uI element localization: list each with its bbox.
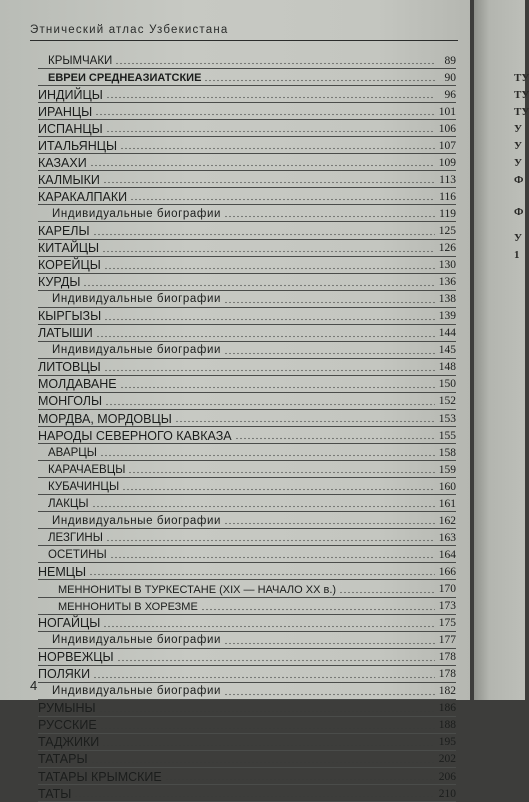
facing-page-fragment: У	[514, 140, 523, 152]
toc-entry-label: НОГАЙЦЫ	[38, 616, 101, 631]
toc-entry	[38, 291, 456, 308]
facing-page-fragment: ТУ	[514, 72, 529, 84]
dot-leader	[103, 181, 435, 184]
dot-leader	[106, 130, 435, 133]
facing-page-fragment: ТУ	[514, 106, 529, 118]
toc-entry	[38, 666, 456, 683]
toc-entry	[38, 546, 456, 563]
toc-entry-label: ИТАЛЬЯНЦЫ	[38, 138, 118, 153]
toc-entry-label: КУРДЫ	[38, 275, 81, 290]
dot-leader	[235, 437, 435, 440]
toc-entry-page: 178	[438, 651, 456, 664]
toc-entry-page: 145	[438, 344, 456, 357]
toc-entry-label: МОЛДАВАНЕ	[38, 377, 117, 392]
toc-entry	[38, 69, 456, 86]
running-header: Этнический атлас Узбекистана	[30, 24, 229, 36]
dot-leader	[106, 539, 435, 542]
dot-leader	[130, 198, 435, 201]
toc-entry-page: 113	[439, 173, 456, 186]
toc-entry-label: ЛЕЗГИНЫ	[48, 531, 103, 544]
toc-entry-page: 158	[438, 446, 456, 459]
toc-entry	[38, 580, 456, 597]
toc-entry-label: АВАРЦЫ	[48, 446, 97, 459]
dot-leader	[90, 164, 435, 167]
dot-leader	[102, 250, 435, 253]
toc-entry	[38, 598, 456, 615]
toc-entry-page: 173	[438, 600, 456, 613]
page-number: 4	[30, 678, 38, 693]
dot-leader	[224, 522, 435, 525]
dot-leader	[115, 62, 435, 65]
dot-leader	[105, 403, 435, 406]
toc-entry-page: 144	[438, 327, 456, 340]
toc-entry-page: 148	[438, 361, 456, 374]
toc-entry-label: НЕМЦЫ	[38, 564, 87, 579]
facing-page-fragment: Ф	[514, 206, 524, 218]
toc-entry-page: 106	[438, 122, 456, 135]
dot-leader	[92, 505, 435, 508]
toc-entry	[38, 632, 456, 649]
facing-page-fragment: У	[514, 157, 523, 169]
toc-entry-label: ИСПАНЦЫ	[38, 121, 103, 136]
toc-entry-page: 109	[438, 156, 456, 169]
toc-entry-label: ЛИТОВЦЫ	[38, 360, 101, 375]
toc-entry-label: КУБАЧИНЦЫ	[48, 480, 120, 493]
toc-entry-label: ПОЛЯКИ	[38, 667, 91, 682]
toc-entry	[38, 393, 456, 410]
toc-entry-page: 178	[438, 668, 456, 681]
toc-entry-label: МОРДВА, МОРДОВЦЫ	[38, 411, 172, 426]
dot-leader	[120, 147, 435, 150]
facing-page-fragment: 1	[514, 249, 520, 261]
toc-entry-page: 170	[438, 583, 456, 595]
toc-entry-label: Индивидуальные биографии	[52, 634, 222, 647]
facing-page-fragment: ТУ	[514, 89, 529, 101]
dot-leader	[103, 625, 435, 628]
toc-entry	[38, 376, 456, 393]
dot-leader	[96, 335, 435, 338]
dot-leader	[100, 727, 435, 730]
toc-entry-page: 164	[438, 548, 456, 561]
toc-entry	[38, 205, 456, 222]
toc-entry-label: МЕННОНИТЫ В ТУРКЕСТАНЕ (XIX — НАЧАЛО XX в.)	[58, 583, 337, 596]
toc-entry-label: КИТАЙЦЫ	[38, 241, 100, 256]
dot-leader	[339, 591, 435, 594]
toc-entry	[38, 410, 456, 427]
toc-entry-label: МОНГОЛЫ	[38, 394, 103, 409]
header-rule	[30, 40, 458, 41]
toc-entry	[38, 785, 456, 802]
dot-leader	[175, 420, 435, 423]
toc-entry-page: 89	[444, 54, 456, 67]
toc-entry-page: 136	[438, 276, 456, 289]
toc-entry	[38, 683, 456, 700]
toc-entry-label: Индивидуальные биографии	[52, 685, 222, 698]
dot-leader	[224, 642, 435, 645]
toc-entry-label: ИНДИЙЦЫ	[38, 87, 103, 102]
toc-entry-label: НОРВЕЖЦЫ	[38, 650, 114, 665]
toc-entry-label: ТАТАРЫ КРЫМСКИЕ	[38, 769, 162, 784]
toc-entry-page: 119	[439, 207, 456, 220]
toc-entry	[38, 222, 456, 239]
toc-entry-page: 90	[444, 71, 456, 84]
toc-entry-label: КАРАЧАЕВЦЫ	[48, 463, 126, 476]
toc-entry-page: 107	[438, 139, 456, 152]
toc-entry	[38, 615, 456, 632]
toc-entry-label: ОСЕТИНЫ	[48, 548, 107, 561]
toc-entry-page: 161	[438, 497, 456, 510]
toc-entry	[38, 649, 456, 666]
toc-entry-label: КАЗАХИ	[38, 155, 87, 170]
toc-entry-page: 152	[438, 395, 456, 408]
toc-entry	[38, 342, 456, 359]
facing-page-fragment: Ф	[514, 174, 524, 186]
dot-leader	[99, 710, 435, 713]
toc-entry	[38, 751, 456, 768]
toc-entry-page: 116	[439, 190, 456, 203]
toc-entry-page: 163	[438, 531, 456, 544]
dot-leader	[224, 693, 435, 696]
dot-leader	[224, 301, 435, 304]
dot-leader	[95, 113, 435, 116]
toc-entry-label: Индивидуальные биографии	[52, 293, 222, 306]
toc-entry-page: 182	[438, 685, 456, 698]
toc-entry	[38, 86, 456, 103]
toc-entry-page: 138	[438, 293, 456, 306]
dot-leader	[117, 659, 435, 662]
dot-leader	[104, 369, 435, 372]
dot-leader	[122, 488, 435, 491]
toc-entry-label: КАРАКАЛПАКИ	[38, 189, 128, 204]
toc-entry-page: 153	[438, 412, 456, 425]
toc-entry-label: ТАТЫ	[38, 786, 72, 801]
toc-entry-page: 139	[438, 310, 456, 323]
dot-leader	[93, 676, 435, 679]
toc-entry	[38, 120, 456, 137]
toc-entry-label: Индивидуальные биографии	[52, 207, 222, 220]
toc-entry-page: 186	[438, 702, 456, 715]
toc-entry-page: 210	[438, 787, 456, 800]
dot-leader	[102, 744, 435, 747]
toc-entry	[38, 257, 456, 274]
toc-entry	[38, 529, 456, 546]
toc-entry-label: КОРЕЙЦЫ	[38, 258, 101, 273]
toc-entry-page: 166	[438, 565, 456, 578]
dot-leader	[128, 471, 435, 474]
dot-leader	[74, 795, 435, 798]
toc-entry-label: Индивидуальные биографии	[52, 514, 222, 527]
toc-entry-page: 175	[438, 617, 456, 630]
toc-entry-page: 125	[438, 225, 456, 238]
toc-entry	[38, 52, 456, 69]
toc-entry-label: РУМЫНЫ	[38, 701, 96, 716]
toc-entry	[38, 240, 456, 257]
toc-entry-page: 195	[438, 736, 456, 749]
toc-entry-label: ЕВРЕИ СРЕДНЕАЗИАТСКИЕ	[48, 72, 202, 85]
dot-leader	[83, 284, 435, 287]
toc-entry-page: 206	[438, 770, 456, 783]
toc-entry	[38, 154, 456, 171]
toc-entry-label: Индивидуальные биографии	[52, 344, 222, 357]
toc-entry	[38, 427, 456, 444]
dot-leader	[204, 79, 435, 82]
toc-entry-label: КАЛМЫКИ	[38, 172, 100, 187]
toc-entry	[38, 461, 456, 478]
dot-leader	[89, 573, 435, 576]
toc-entry-label: КЫРГЫЗЫ	[38, 309, 102, 324]
dot-leader	[100, 454, 435, 457]
dot-leader	[120, 386, 435, 389]
toc-entry-label: РУССКИЕ	[38, 718, 97, 733]
toc-entry	[38, 359, 456, 376]
toc-entry-label: ТАТАРЫ	[38, 752, 88, 767]
dot-leader	[201, 608, 435, 611]
toc-entry-page: 160	[438, 480, 456, 493]
dot-leader	[91, 761, 435, 764]
toc-entry-label: МЕННОНИТЫ В ХОРЕЗМЕ	[58, 600, 198, 613]
dot-leader	[224, 352, 435, 355]
toc-entry-page: 126	[438, 242, 456, 255]
toc-entry	[38, 188, 456, 205]
toc-entry	[38, 444, 456, 461]
toc-entry-page: 202	[438, 753, 456, 766]
toc-entry-page: 96	[444, 88, 456, 101]
dot-leader	[93, 233, 435, 236]
dot-leader	[110, 556, 435, 559]
toc-entry	[38, 171, 456, 188]
toc-entry-page: 101	[438, 105, 456, 118]
toc-entry	[38, 137, 456, 154]
dot-leader	[104, 267, 435, 270]
toc-entry-page: 188	[438, 719, 456, 732]
toc-entry-label: НАРОДЫ СЕВЕРНОГО КАВКАЗА	[38, 428, 232, 443]
toc-entry	[38, 768, 456, 785]
toc-entry	[38, 700, 456, 717]
toc-entry-page: 130	[438, 259, 456, 272]
toc-entry-label: КРЫМЧАКИ	[48, 54, 113, 67]
toc-entry-label: ТАДЖИКИ	[38, 735, 100, 750]
dot-leader	[165, 778, 435, 781]
dot-leader	[106, 96, 435, 99]
toc-entry-label: ИРАНЦЫ	[38, 104, 93, 119]
toc-entry-page: 159	[438, 463, 456, 476]
toc-entry	[38, 717, 456, 734]
table-of-contents	[38, 52, 456, 802]
adjacent-page-edge	[474, 0, 529, 700]
toc-entry-page: 150	[438, 378, 456, 391]
toc-entry	[38, 103, 456, 120]
toc-entry	[38, 734, 456, 751]
dot-leader	[104, 318, 435, 321]
toc-entry	[38, 512, 456, 529]
facing-page-fragment: У	[514, 232, 523, 244]
toc-entry-label: ЛАТЫШИ	[38, 326, 93, 341]
toc-entry	[38, 495, 456, 512]
toc-entry	[38, 308, 456, 325]
toc-entry-page: 162	[438, 514, 456, 527]
toc-entry-label: ЛАКЦЫ	[48, 497, 89, 510]
toc-entry-label: КАРЕЛЫ	[38, 224, 90, 239]
toc-entry	[38, 563, 456, 580]
dot-leader	[224, 215, 435, 218]
facing-page-fragment: У	[514, 123, 523, 135]
toc-entry	[38, 325, 456, 342]
toc-entry	[38, 274, 456, 291]
toc-entry	[38, 478, 456, 495]
toc-entry-page: 177	[438, 634, 456, 647]
toc-entry-page: 155	[438, 429, 456, 442]
